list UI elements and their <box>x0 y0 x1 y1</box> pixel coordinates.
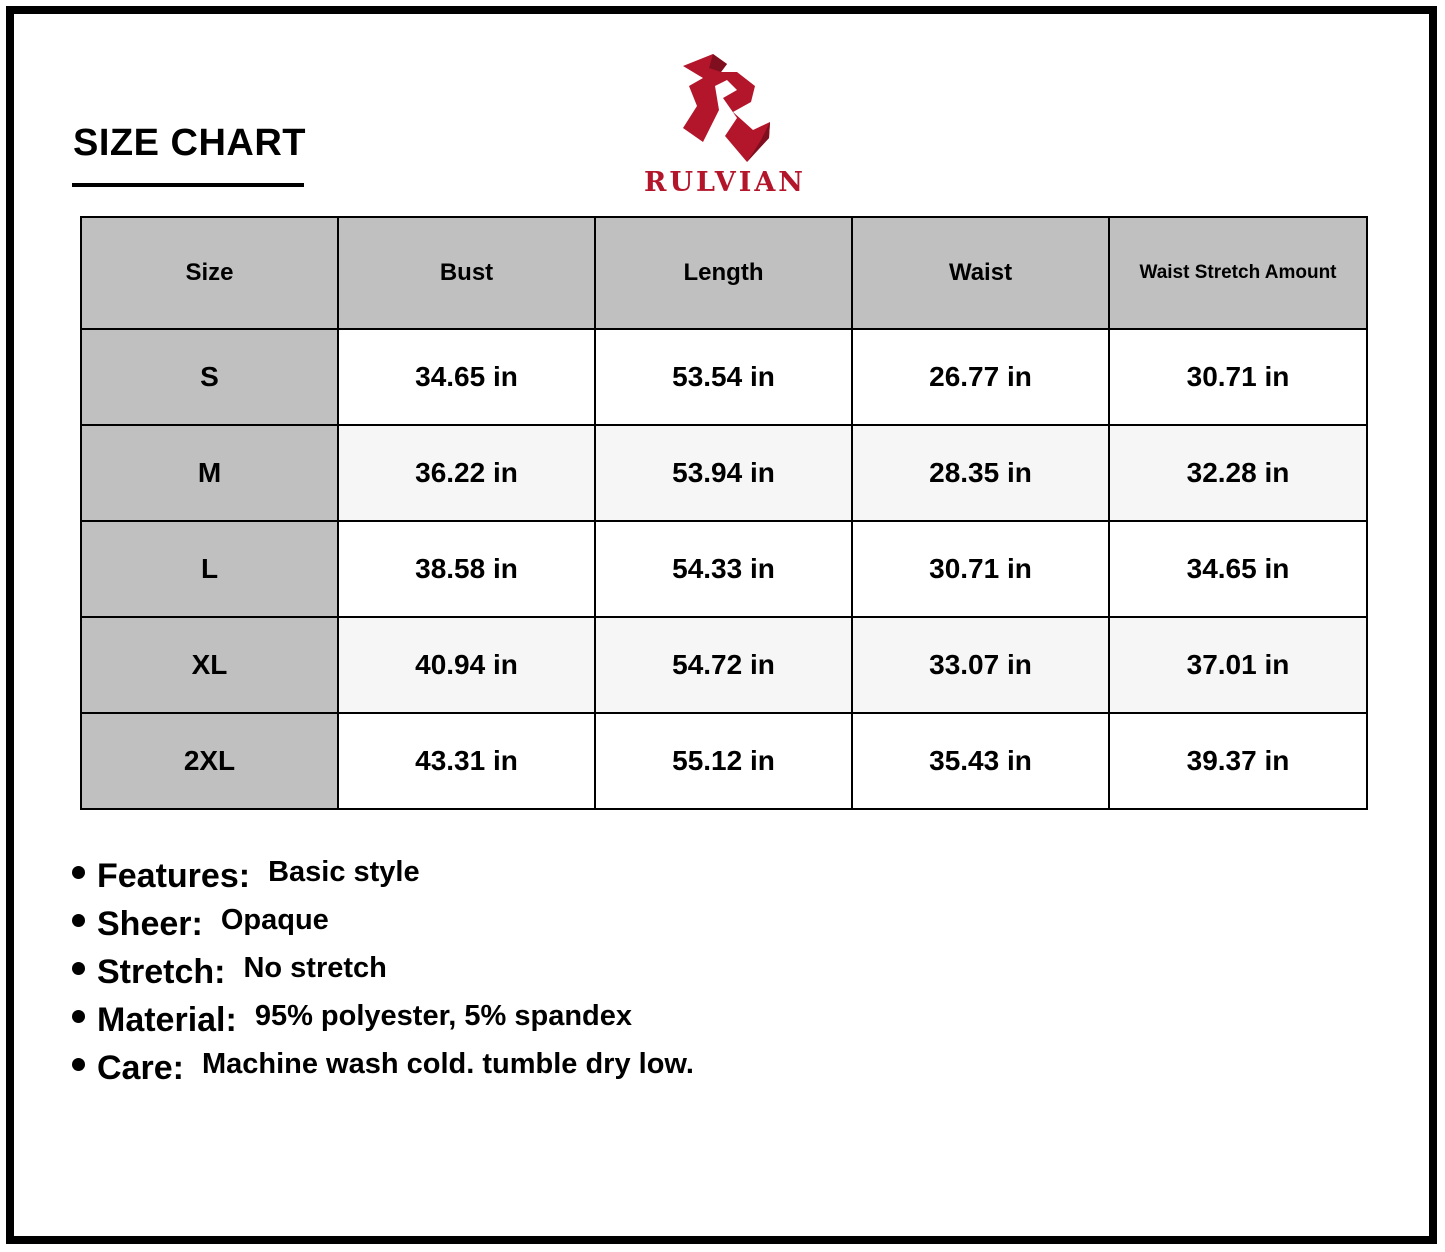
size-cell: XL <box>81 617 338 713</box>
table-row <box>81 329 1367 425</box>
list-item <box>72 1040 694 1088</box>
title-underline <box>72 183 304 187</box>
length-cell: 53.94 in <box>595 425 852 521</box>
column-header-size: Size <box>81 217 338 329</box>
waist-stretch-cell: 34.65 in <box>1109 521 1367 617</box>
size-cell: S <box>81 329 338 425</box>
spec-label: Stretch: <box>97 952 226 991</box>
list-item <box>72 944 694 992</box>
column-header-bust: Bust <box>338 217 595 329</box>
waist-stretch-cell: 37.01 in <box>1109 617 1367 713</box>
bullet-icon <box>72 914 85 927</box>
spec-value: Basic style <box>268 855 420 888</box>
length-cell: 54.72 in <box>595 617 852 713</box>
product-specs-list <box>72 848 694 1088</box>
waist-stretch-cell: 32.28 in <box>1109 425 1367 521</box>
spec-label: Care: <box>97 1048 184 1087</box>
length-cell: 53.54 in <box>595 329 852 425</box>
bullet-icon <box>72 866 85 879</box>
list-item <box>72 992 694 1040</box>
spec-value: Opaque <box>220 903 329 936</box>
bust-cell: 34.65 in <box>338 329 595 425</box>
spec-value: 95% polyester, 5% spandex <box>254 999 633 1032</box>
bust-cell: 36.22 in <box>338 425 595 521</box>
length-cell: 55.12 in <box>595 713 852 809</box>
waist-cell: 33.07 in <box>852 617 1109 713</box>
size-chart-table <box>80 216 1368 810</box>
brand-name: RULVIAN <box>644 167 806 198</box>
bullet-icon <box>72 1058 85 1071</box>
waist-stretch-cell: 39.37 in <box>1109 713 1367 809</box>
bullet-icon <box>72 1010 85 1023</box>
table-row <box>81 425 1367 521</box>
waist-stretch-cell: 30.71 in <box>1109 329 1367 425</box>
page-title: SIZE CHART <box>73 122 306 164</box>
bullet-icon <box>72 962 85 975</box>
table-row <box>81 713 1367 809</box>
table-header-row <box>81 217 1367 329</box>
list-item <box>72 848 694 896</box>
column-header-waist-stretch: Waist Stretch Amount <box>1109 217 1367 329</box>
list-item <box>72 896 694 944</box>
spec-label: Features: <box>97 856 251 895</box>
spec-value: Machine wash cold. tumble dry low. <box>201 1047 694 1080</box>
column-header-length: Length <box>595 217 852 329</box>
brand-logo <box>620 52 830 202</box>
spec-label: Sheer: <box>97 904 203 943</box>
size-cell: M <box>81 425 338 521</box>
table-row <box>81 521 1367 617</box>
waist-cell: 28.35 in <box>852 425 1109 521</box>
spec-value: No stretch <box>243 951 387 984</box>
column-header-waist: Waist <box>852 217 1109 329</box>
waist-cell: 35.43 in <box>852 713 1109 809</box>
size-cell: L <box>81 521 338 617</box>
bust-cell: 40.94 in <box>338 617 595 713</box>
length-cell: 54.33 in <box>595 521 852 617</box>
table-row <box>81 617 1367 713</box>
bust-cell: 43.31 in <box>338 713 595 809</box>
bust-cell: 38.58 in <box>338 521 595 617</box>
waist-cell: 26.77 in <box>852 329 1109 425</box>
size-cell: 2XL <box>81 713 338 809</box>
waist-cell: 30.71 in <box>852 521 1109 617</box>
stylized-r-logo-icon <box>675 52 775 162</box>
spec-label: Material: <box>97 1000 237 1039</box>
